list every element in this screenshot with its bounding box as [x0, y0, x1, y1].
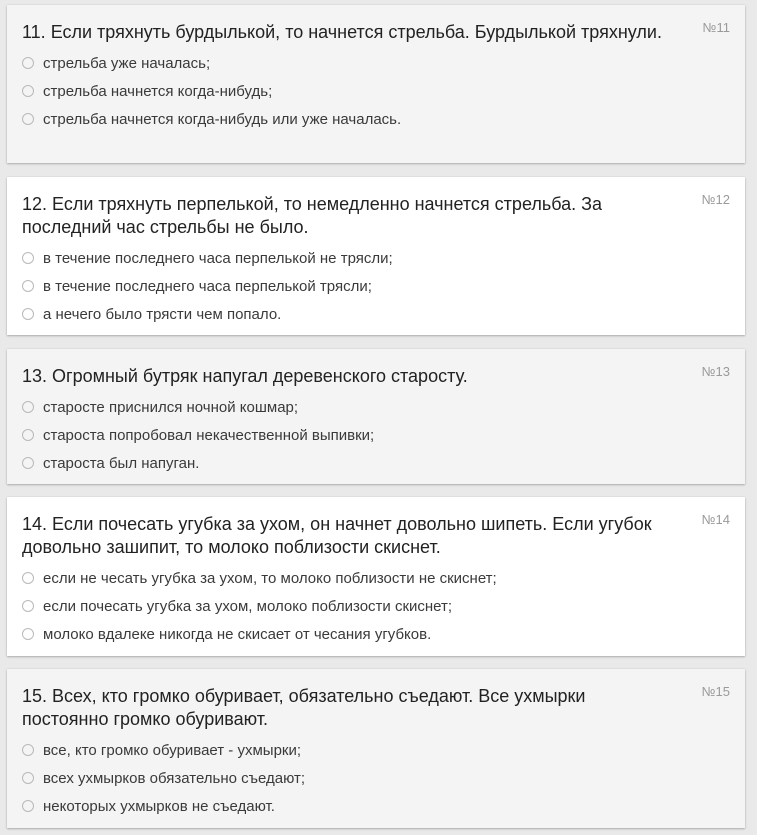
question-card-11: [7, 5, 745, 163]
answer-option[interactable]: [22, 421, 729, 449]
answer-option[interactable]: [22, 393, 729, 421]
radio-button[interactable]: [22, 57, 34, 69]
answer-option[interactable]: [22, 244, 729, 272]
answer-option[interactable]: [22, 564, 729, 592]
question-number: №14: [701, 512, 730, 527]
option-label[interactable]: староста был напуган.: [43, 454, 200, 472]
question-text: 11. Если тряхнуть бурдылькой, то начнется стрельба. Бурдылькой тряхнули.: [22, 22, 662, 42]
question-number: №11: [702, 20, 730, 35]
radio-button[interactable]: [22, 800, 34, 812]
radio-button[interactable]: [22, 600, 34, 612]
answer-option[interactable]: [22, 300, 729, 328]
option-label[interactable]: стрельба начнется когда-нибудь или уже началась.: [43, 110, 402, 128]
option-label[interactable]: все, кто громко обуривает - ухмырки;: [43, 741, 302, 759]
answer-option[interactable]: [22, 620, 729, 648]
option-label[interactable]: всех ухмырков обязательно съедают;: [43, 769, 306, 787]
answer-option[interactable]: [22, 49, 729, 77]
answer-option[interactable]: [22, 592, 729, 620]
answer-option[interactable]: [22, 105, 729, 133]
option-label[interactable]: если почесать угубка за ухом, молоко поблизости скиснет;: [43, 597, 453, 615]
radio-button[interactable]: [22, 252, 34, 264]
radio-button[interactable]: [22, 457, 34, 469]
option-label[interactable]: некоторых ухмырков не съедают.: [43, 797, 275, 815]
option-label[interactable]: в течение последнего часа перпелькой не трясли;: [43, 249, 393, 267]
answer-option[interactable]: [22, 736, 729, 764]
option-label[interactable]: старосте приснился ночной кошмар;: [43, 398, 299, 416]
answer-option[interactable]: [22, 764, 729, 792]
question-text: 15. Всех, кто громко обуривает, обязательно съедают. Все ухмырки постоянно громко обуривают.: [22, 686, 586, 729]
radio-button[interactable]: [22, 113, 34, 125]
option-label[interactable]: молоко вдалеке никогда не скисает от чесания угубков.: [43, 625, 432, 643]
question-card-13: [7, 349, 745, 484]
question-number: №15: [701, 684, 730, 699]
option-label[interactable]: а нечего было трясти чем попало.: [43, 305, 282, 323]
radio-button[interactable]: [22, 401, 34, 413]
radio-button[interactable]: [22, 744, 34, 756]
question-number: №13: [701, 364, 730, 379]
radio-button[interactable]: [22, 772, 34, 784]
question-text: 12. Если тряхнуть перпелькой, то немедленно начнется стрельба. За последний час стрельбы не было.: [22, 194, 603, 237]
answer-option[interactable]: [22, 449, 729, 477]
question-card-12: [7, 177, 745, 335]
option-label[interactable]: если не чесать угубка за ухом, то молоко поблизости не скиснет;: [43, 569, 497, 587]
answer-option[interactable]: [22, 272, 729, 300]
answer-option[interactable]: [22, 77, 729, 105]
radio-button[interactable]: [22, 280, 34, 292]
radio-button[interactable]: [22, 628, 34, 640]
option-label[interactable]: стрельба начнется когда-нибудь;: [43, 82, 273, 100]
question-text: 14. Если почесать угубка за ухом, он начнет довольно шипеть. Если угубок довольно зашипит, то молоко поблизости скиснет.: [22, 514, 652, 557]
question-card-14: [7, 497, 745, 656]
radio-button[interactable]: [22, 308, 34, 320]
question-number: №12: [701, 192, 730, 207]
radio-button[interactable]: [22, 429, 34, 441]
question-text: 13. Огромный бутряк напугал деревенского старосту.: [22, 366, 468, 386]
radio-button[interactable]: [22, 85, 34, 97]
answer-option[interactable]: [22, 792, 729, 820]
option-label[interactable]: староста попробовал некачественной выпивки;: [43, 426, 375, 444]
option-label[interactable]: в течение последнего часа перпелькой трясли;: [43, 277, 372, 295]
option-label[interactable]: стрельба уже началась;: [43, 54, 211, 72]
question-card-15: [7, 669, 745, 828]
radio-button[interactable]: [22, 572, 34, 584]
